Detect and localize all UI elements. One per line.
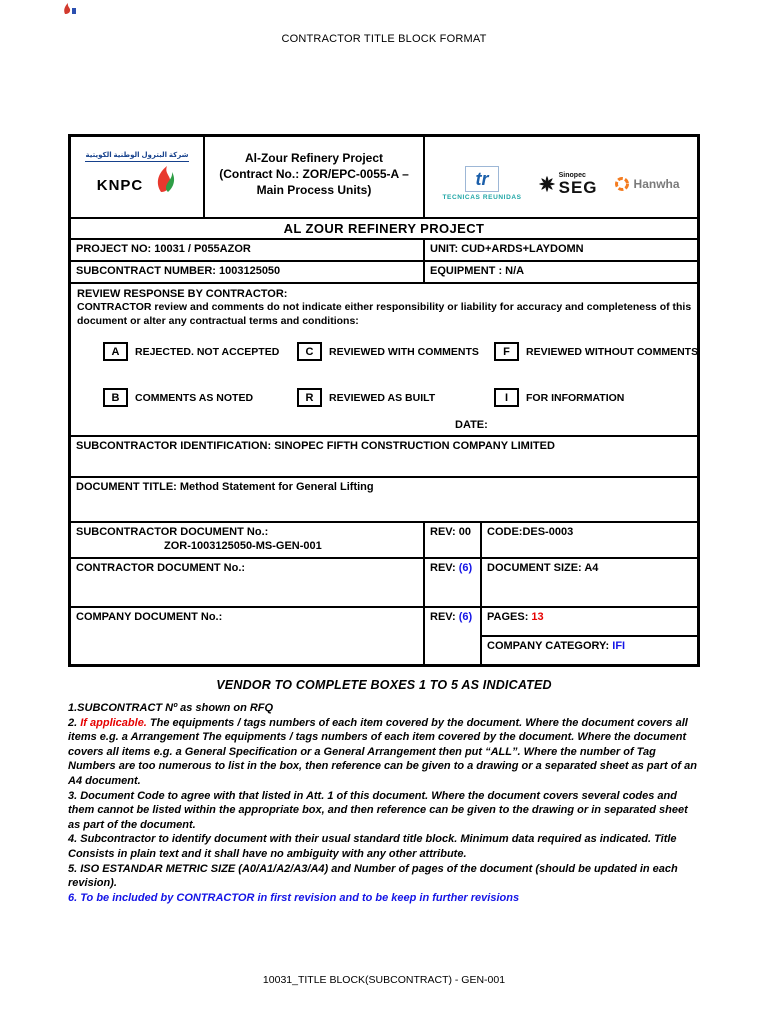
- review-option-f: [494, 342, 698, 361]
- logo-row: [71, 137, 697, 217]
- review-option-b-label: COMMENTS AS NOTED: [135, 391, 254, 404]
- company-rev-value: (6): [458, 611, 473, 623]
- note-6: 6. To be included by CONTRACTOR in first revision and to be keep in further revisions: [68, 891, 520, 904]
- review-options-row-2: [77, 388, 698, 407]
- category-label: COMPANY CATEGORY:: [487, 640, 613, 652]
- review-disclaimer: CONTRACTOR review and comments do not indicate either responsibility or liability for accuracy and completeness of this document or alter any contractual terms and conditions:: [77, 301, 692, 327]
- knpc-flame-icon: [153, 164, 177, 194]
- review-option-f-label: REVIEWED WITHOUT COMMENTS: [526, 345, 699, 358]
- checkbox-f: F: [494, 342, 519, 361]
- pages-category-cell: [480, 608, 697, 664]
- tecnicas-reunidas-icon: [465, 166, 499, 192]
- pages-value: 13: [531, 611, 544, 623]
- sinopec-icon: [538, 175, 556, 193]
- document-size: DOCUMENT SIZE: A4: [480, 559, 697, 606]
- subcontractor-doc-number: ZOR-1003125050-MS-GEN-001: [164, 540, 322, 552]
- tecnicas-abbr: tr: [475, 168, 489, 189]
- review-option-r: [297, 388, 494, 407]
- project-title-line2: (Contract No.: ZOR/EPC-0055-A –: [219, 167, 409, 181]
- review-option-r-label: REVIEWED AS BUILT: [329, 391, 436, 404]
- sinopec-seg-logo: [538, 172, 598, 196]
- checkbox-c: C: [297, 342, 322, 361]
- corner-logo-artifact: [62, 2, 78, 16]
- title-block-table: [68, 134, 700, 667]
- subcontractor-id-row: [71, 435, 697, 476]
- hanwha-logo: [614, 176, 680, 192]
- note-3: 3. Document Code to agree with that listed in Att. 1 of this document. Where the document covers several codes and them cannot be listed within the appropriate box, and then reference can be given to the drawing or in separated sheet as part of the document.: [68, 789, 688, 831]
- review-options-row-1: [77, 342, 698, 361]
- review-option-a: [103, 342, 297, 361]
- knpc-logo: [75, 143, 199, 194]
- review-option-c: [297, 342, 494, 361]
- review-option-a-label: REJECTED. NOT ACCEPTED: [135, 345, 280, 358]
- hanwha-name: Hanwha: [633, 176, 680, 191]
- knpc-logo-cell: [71, 137, 203, 217]
- subcontract-row: [71, 260, 697, 282]
- hanwha-icon: [614, 176, 630, 192]
- review-option-b: [103, 388, 297, 407]
- project-no-row: [71, 238, 697, 260]
- note-2: [68, 716, 700, 789]
- notes-section: [68, 701, 700, 905]
- subcontractor-doc-rev: REV: 00: [423, 523, 480, 557]
- note-1: 1.SUBCONTRACT Nº as shown on RFQ: [68, 702, 274, 714]
- company-rev-label: REV:: [430, 611, 459, 623]
- project-title-line3: Main Process Units): [256, 183, 372, 197]
- pages-cell: [482, 608, 697, 637]
- contractor-rev-value: (6): [458, 562, 473, 574]
- review-response-row: [71, 282, 697, 435]
- date-label: DATE:: [455, 419, 488, 431]
- subcontractor-doc-cell: [71, 523, 423, 557]
- vendor-note: VENDOR TO COMPLETE BOXES 1 TO 5 AS INDICATED: [216, 678, 552, 692]
- pages-label: PAGES:: [487, 611, 532, 623]
- subcontract-number: SUBCONTRACT NUMBER: 1003125050: [76, 265, 281, 277]
- project-banner: AL ZOUR REFINERY PROJECT: [283, 221, 485, 236]
- document-title: DOCUMENT TITLE: Method Statement for General Lifting: [76, 481, 374, 493]
- page-title: CONTRACTOR TITLE BLOCK FORMAT: [281, 33, 487, 45]
- contractor-rev-label: REV:: [430, 562, 459, 574]
- subcontractor-id: SUBCONTRACTOR IDENTIFICATION: SINOPEC FIFTH CONSTRUCTION COMPANY LIMITED: [76, 440, 555, 452]
- contractor-doc-rev: [423, 559, 480, 606]
- document-title-row: [71, 476, 697, 521]
- note-2-body: The equipments / tags numbers of each item covered by the document. Where the document covers all items e.g. a Arrangement The equipments / tags numbers of each item covered by the document. Where the document covers all items e.g. a General Specification or a General Arrangement then put “ALL”. Where the number of Tag Numbers are too numerous to list in the box, then reference can be given to a drawing or a separated sheet as part of an A4 document.: [68, 716, 697, 787]
- unit: UNIT: CUD+ARDS+LAYDOMN: [423, 240, 697, 260]
- checkbox-a: A: [103, 342, 128, 361]
- review-option-i-label: FOR INFORMATION: [526, 391, 625, 404]
- knpc-wordmark: KNPC: [96, 177, 144, 194]
- knpc-arabic-text: شركة البترول الوطنية الكويتية: [85, 152, 189, 159]
- checkbox-r: R: [297, 388, 322, 407]
- review-heading: REVIEW RESPONSE BY CONTRACTOR:: [77, 288, 288, 300]
- project-title-line1: Al-Zour Refinery Project: [244, 151, 384, 165]
- tecnicas-reunidas-logo: [442, 166, 521, 201]
- checkbox-b: B: [103, 388, 128, 407]
- subcontractor-doc-row: [71, 521, 697, 557]
- sinopec-name: Sinopec: [558, 171, 586, 179]
- contractor-doc-label: CONTRACTOR DOCUMENT No.:: [76, 562, 246, 574]
- project-banner-row: [71, 217, 697, 238]
- review-option-c-label: REVIEWED WITH COMMENTS: [329, 345, 479, 358]
- equipment: EQUIPMENT : N/A: [423, 262, 697, 282]
- note-2-highlight: If applicable.: [80, 716, 147, 729]
- review-option-i: [494, 388, 624, 407]
- note-4: 4. Subcontractor to identify document with their usual standard title block. Minimum data required as indicated. Title Consists in plain text and it shall have no ambiguity with any other attribute.: [68, 833, 677, 860]
- seg-name: SEG: [558, 177, 598, 197]
- company-doc-row: [71, 606, 697, 664]
- category-value: IFI: [612, 640, 626, 652]
- note-2-prefix: 2.: [68, 716, 81, 729]
- company-doc-label: COMPANY DOCUMENT No.:: [76, 611, 223, 623]
- partner-logos-cell: [423, 137, 697, 217]
- page-footer: 10031_TITLE BLOCK(SUBCONTRACT) - GEN-001: [262, 974, 506, 986]
- checkbox-i: I: [494, 388, 519, 407]
- doc-code: CODE:DES-0003: [480, 523, 697, 557]
- company-category-cell: [482, 637, 697, 664]
- project-no: PROJECT NO: 10031 / P055AZOR: [76, 243, 251, 255]
- review-response-cell: [71, 284, 704, 435]
- subcontractor-doc-label: SUBCONTRACTOR DOCUMENT No.:: [76, 526, 269, 538]
- contractor-doc-row: [71, 557, 697, 606]
- project-title-cell: [203, 137, 423, 217]
- knpc-rule: [85, 161, 189, 162]
- tecnicas-name: TECNICAS REUNIDAS: [442, 194, 522, 201]
- note-5: 5. ISO ESTANDAR METRIC SIZE (A0/A1/A2/A3/A4) and Number of pages of the document (should be updated in each revision).: [68, 862, 678, 890]
- company-doc-rev: [423, 608, 480, 664]
